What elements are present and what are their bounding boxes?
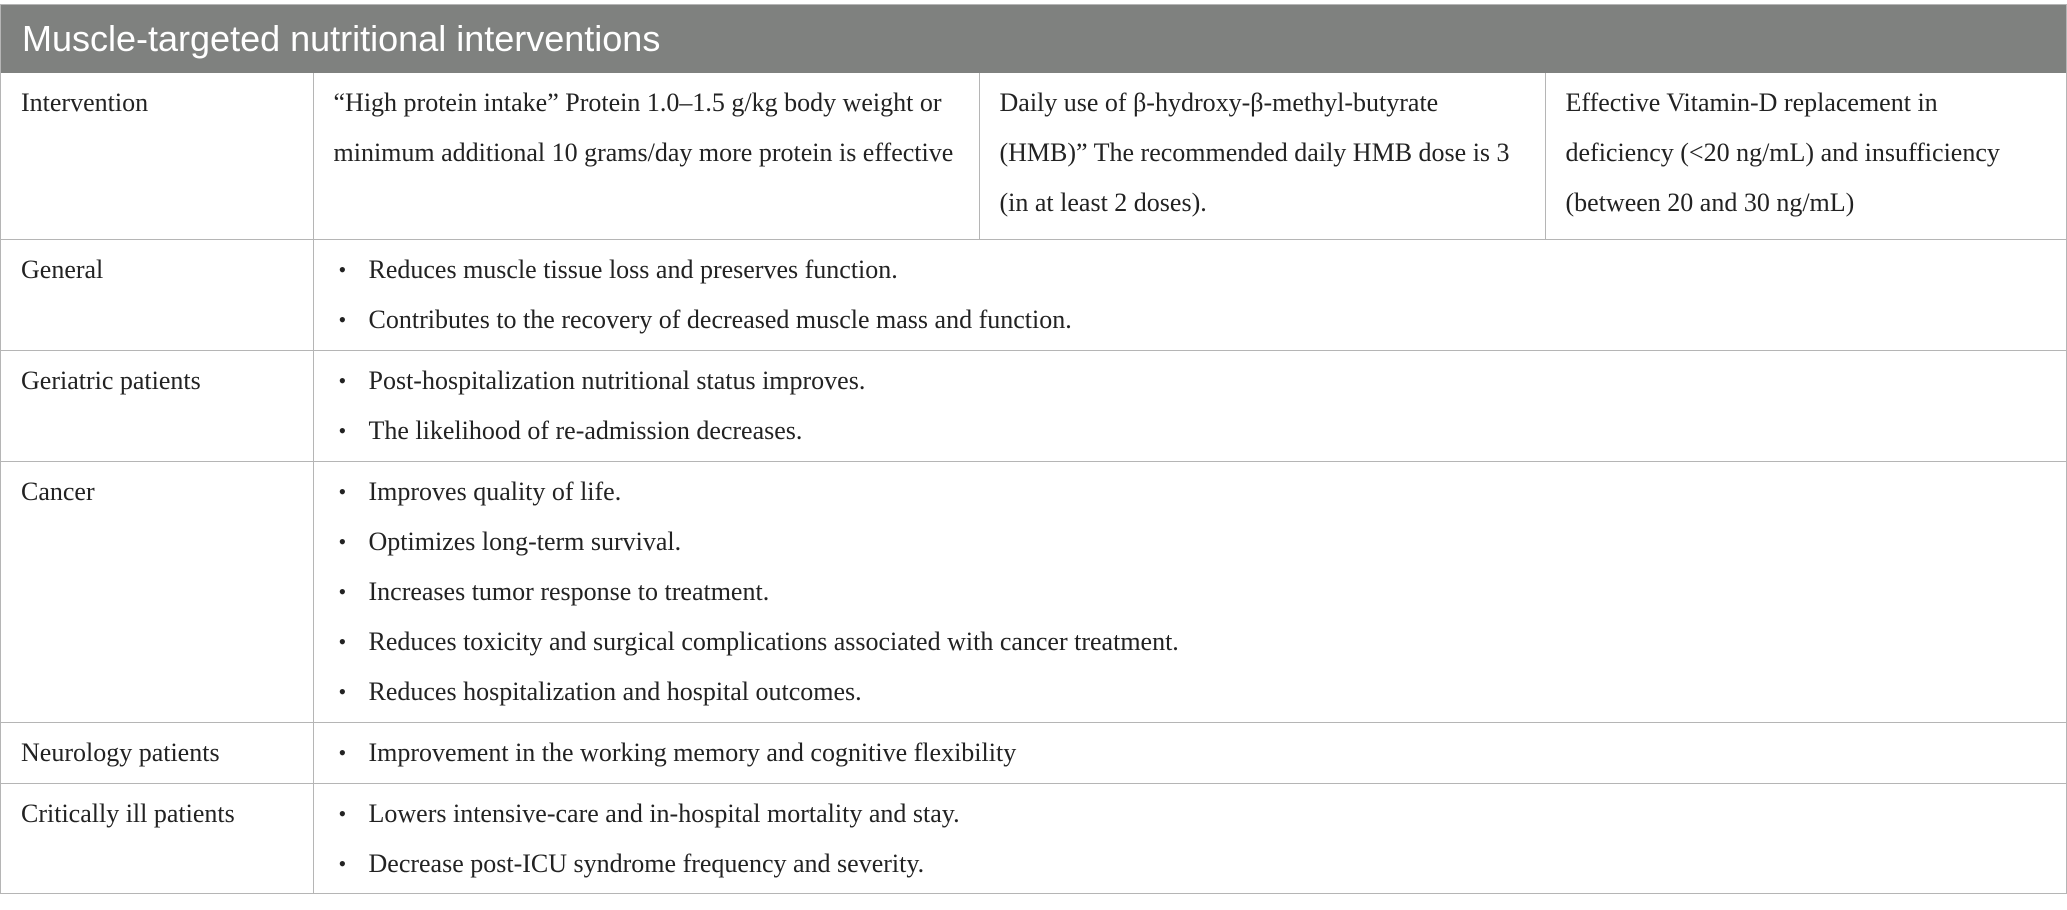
- table-row: [1, 783, 2066, 894]
- effects-list: [334, 467, 2047, 717]
- header-label-cell: Intervention: [1, 73, 313, 239]
- table-title: Muscle-targeted nutritional interventions: [1, 5, 2066, 73]
- row-label: Cancer: [1, 461, 313, 722]
- list-item: • Lowers intensive-care and in-hospital mortality and stay.: [334, 789, 2047, 839]
- intervention-table: [1, 73, 2066, 894]
- effects-list: [334, 245, 2047, 345]
- effects-list: [334, 789, 2047, 889]
- header-protein-cell: “High protein intake” Protein 1.0–1.5 g/kg body weight or minimum additional 10 grams/day more protein is effective: [313, 73, 979, 239]
- row-effects: [313, 239, 2066, 350]
- list-item: • Increases tumor response to treatment.: [334, 567, 2047, 617]
- list-item: • Improvement in the working memory and cognitive flexibility: [334, 728, 2047, 778]
- list-item: • Post-hospitalization nutritional status improves.: [334, 356, 2047, 406]
- row-effects: [313, 350, 2066, 461]
- list-item: • Reduces muscle tissue loss and preserves function.: [334, 245, 2047, 295]
- header-hmb-cell: Daily use of β-hydroxy-β-methyl-butyrate (HMB)” The recommended daily HMB dose is 3 (in at least 2 doses).: [979, 73, 1545, 239]
- row-effects: [313, 783, 2066, 894]
- effects-list: [334, 356, 2047, 456]
- row-effects: [313, 722, 2066, 783]
- row-label: Geriatric patients: [1, 350, 313, 461]
- effects-list: [334, 728, 2047, 778]
- list-item: • Contributes to the recovery of decreased muscle mass and function.: [334, 295, 2047, 345]
- list-item: • Reduces hospitalization and hospital outcomes.: [334, 667, 2047, 717]
- list-item: • Decrease post-ICU syndrome frequency and severity.: [334, 839, 2047, 889]
- table-row: [1, 350, 2066, 461]
- row-label: Neurology patients: [1, 722, 313, 783]
- row-label: General: [1, 239, 313, 350]
- nutrition-table: [0, 4, 2067, 894]
- row-label: Critically ill patients: [1, 783, 313, 894]
- row-effects: [313, 461, 2066, 722]
- list-item: • Improves quality of life.: [334, 467, 2047, 517]
- list-item: • The likelihood of re-admission decreases.: [334, 406, 2047, 456]
- header-row: [1, 73, 2066, 239]
- table-row: [1, 461, 2066, 722]
- list-item: • Reduces toxicity and surgical complications associated with cancer treatment.: [334, 617, 2047, 667]
- list-item: • Optimizes long-term survival.: [334, 517, 2047, 567]
- table-row: [1, 722, 2066, 783]
- table-row: [1, 239, 2066, 350]
- header-vitamin-d-cell: Effective Vitamin-D replacement in deficiency (<20 ng/mL) and insufficiency (between 20 and 30 ng/mL): [1545, 73, 2066, 239]
